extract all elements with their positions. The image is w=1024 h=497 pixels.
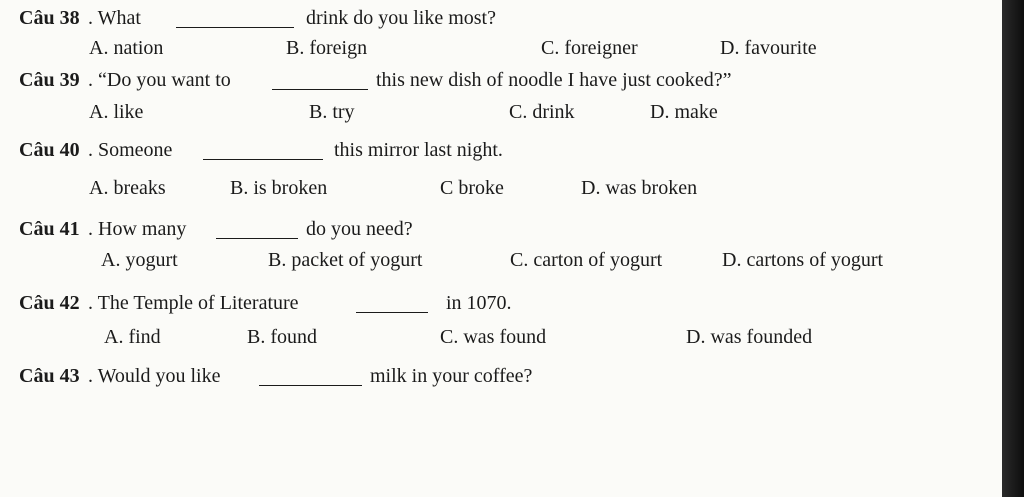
- q42-label: Câu 42: [19, 292, 80, 314]
- q40-option-b: B. is broken: [230, 177, 328, 199]
- q39-stem-end: this new dish of noodle I have just cooked?”: [376, 69, 732, 91]
- q38-option-a: A. nation: [89, 37, 164, 59]
- q43-label: Câu 43: [19, 365, 80, 387]
- q43-stem: . Would you like: [88, 365, 221, 387]
- q41-option-a: A. yogurt: [101, 249, 178, 271]
- q39-label: Câu 39: [19, 69, 80, 91]
- q43-answer-blank: [259, 385, 362, 386]
- q39-option-d: D. make: [650, 101, 718, 123]
- q40-option-c: C broke: [440, 177, 504, 199]
- q42-stem-end: in 1070.: [446, 292, 512, 314]
- q42-option-c: C. was found: [440, 326, 547, 348]
- q38-stem: . What: [88, 7, 141, 29]
- q41-label: Câu 41: [19, 218, 80, 240]
- q39-option-a: A. like: [89, 101, 144, 123]
- q38-stem-end: drink do you like most?: [306, 7, 496, 29]
- q38-option-d: D. favourite: [720, 37, 817, 59]
- q42-option-d: D. was founded: [686, 326, 813, 348]
- q41-option-b: B. packet of yogurt: [268, 249, 423, 271]
- q40-option-a: A. breaks: [89, 177, 166, 199]
- q41-option-c: C. carton of yogurt: [510, 249, 663, 271]
- dark-background-edge: [1002, 0, 1024, 497]
- q42-answer-blank: [356, 312, 428, 313]
- q40-label: Câu 40: [19, 139, 80, 161]
- q39-option-c: C. drink: [509, 101, 575, 123]
- q39-stem: . “Do you want to: [88, 69, 231, 91]
- q38-option-c: C. foreigner: [541, 37, 638, 59]
- q39-option-b: B. try: [309, 101, 355, 123]
- q42-option-a: A. find: [104, 326, 161, 348]
- q40-answer-blank: [203, 159, 323, 160]
- q42-stem: . The Temple of Literature: [88, 292, 299, 314]
- q38-label: Câu 38: [19, 7, 80, 29]
- q42-option-b: B. found: [247, 326, 317, 348]
- q40-option-d: D. was broken: [581, 177, 698, 199]
- q38-answer-blank: [176, 27, 294, 28]
- q43-stem-end: milk in your coffee?: [370, 365, 533, 387]
- q41-stem-end: do you need?: [306, 218, 413, 240]
- q40-stem-end: this mirror last night.: [334, 139, 503, 161]
- q41-stem: . How many: [88, 218, 187, 240]
- q41-answer-blank: [216, 238, 298, 239]
- q40-stem: . Someone: [88, 139, 173, 161]
- q39-answer-blank: [272, 89, 368, 90]
- q38-option-b: B. foreign: [286, 37, 368, 59]
- q41-option-d: D. cartons of yogurt: [722, 249, 884, 271]
